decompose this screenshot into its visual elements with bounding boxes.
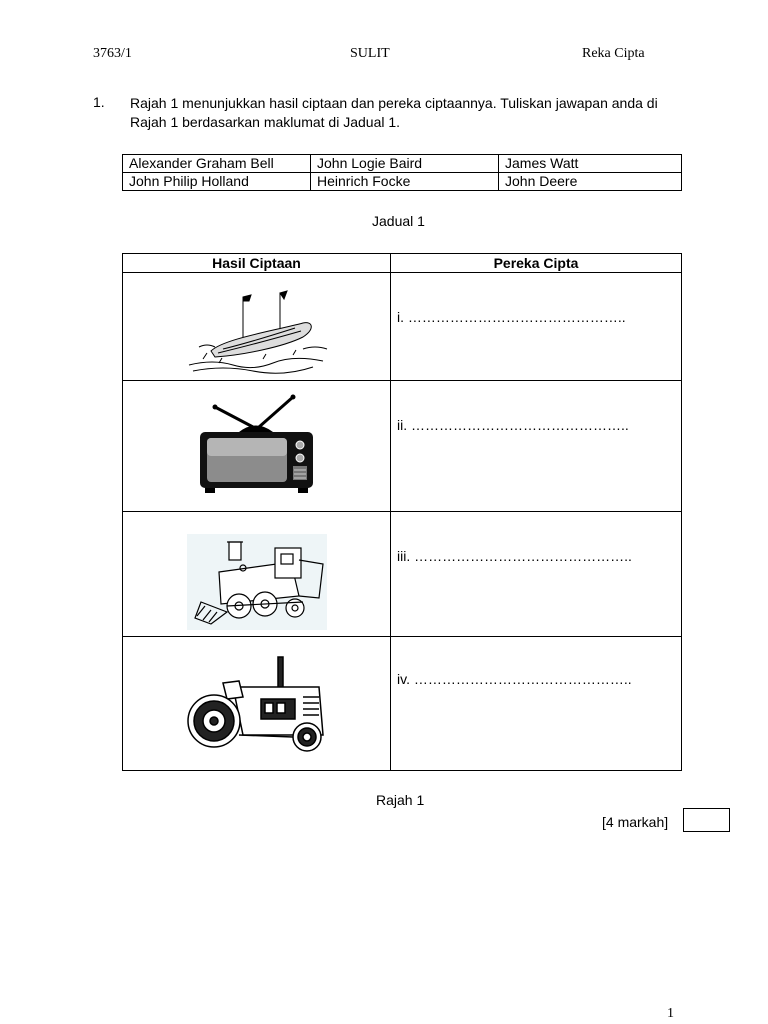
invention-image-cell bbox=[123, 637, 391, 771]
table-row bbox=[123, 173, 682, 191]
marks-label: [4 markah] bbox=[602, 814, 669, 830]
column-header: Hasil Ciptaan bbox=[123, 254, 391, 273]
answer-line[interactable]: ii. ……………………………………….. bbox=[397, 417, 629, 433]
table-row bbox=[123, 273, 682, 381]
table-row bbox=[123, 637, 682, 771]
invention-image-cell bbox=[123, 381, 391, 512]
answer-line[interactable]: i. ……………………………………….. bbox=[397, 309, 626, 325]
page-number: 1 bbox=[667, 1006, 674, 1021]
table-row bbox=[123, 155, 682, 173]
name-cell: John Deere bbox=[499, 173, 682, 191]
invention-image-cell bbox=[123, 512, 391, 637]
invention-image-cell bbox=[123, 273, 391, 381]
submarine-icon bbox=[123, 273, 390, 381]
name-cell: Alexander Graham Bell bbox=[123, 155, 311, 173]
name-cell: Heinrich Focke bbox=[311, 173, 499, 191]
name-cell: John Philip Holland bbox=[123, 173, 311, 191]
television-icon bbox=[123, 381, 390, 512]
answer-cell[interactable] bbox=[391, 637, 682, 771]
answer-cell[interactable] bbox=[391, 273, 682, 381]
question-text: Rajah 1 menunjukkan hasil ciptaan dan pereka ciptaannya. Tuliskan jawapan anda di Rajah 1 berdasarkan maklumat di Jadual 1. bbox=[130, 95, 658, 130]
name-cell: John Logie Baird bbox=[311, 155, 499, 173]
table-header-row bbox=[123, 254, 682, 273]
answer-line[interactable]: iii. ……………………………………….. bbox=[397, 548, 632, 564]
answer-table bbox=[122, 253, 682, 771]
table-row bbox=[123, 512, 682, 637]
header-code: 3763/1 bbox=[93, 46, 132, 61]
answer-cell[interactable] bbox=[391, 512, 682, 637]
steam-locomotive-icon bbox=[123, 512, 390, 637]
question-number: 1. bbox=[93, 94, 105, 110]
answer-cell[interactable] bbox=[391, 381, 682, 512]
tractor-icon bbox=[123, 637, 390, 771]
header-classification: SULIT bbox=[350, 46, 390, 61]
names-table-caption: Jadual 1 bbox=[372, 213, 425, 229]
name-cell: James Watt bbox=[499, 155, 682, 173]
header-subject: Reka Cipta bbox=[582, 46, 645, 61]
marks-box[interactable] bbox=[683, 808, 730, 832]
column-header: Pereka Cipta bbox=[391, 254, 682, 273]
names-table bbox=[122, 154, 682, 191]
diagram-caption: Rajah 1 bbox=[376, 792, 425, 808]
table-row bbox=[123, 381, 682, 512]
answer-line[interactable]: iv. ……………………………………….. bbox=[397, 671, 632, 687]
